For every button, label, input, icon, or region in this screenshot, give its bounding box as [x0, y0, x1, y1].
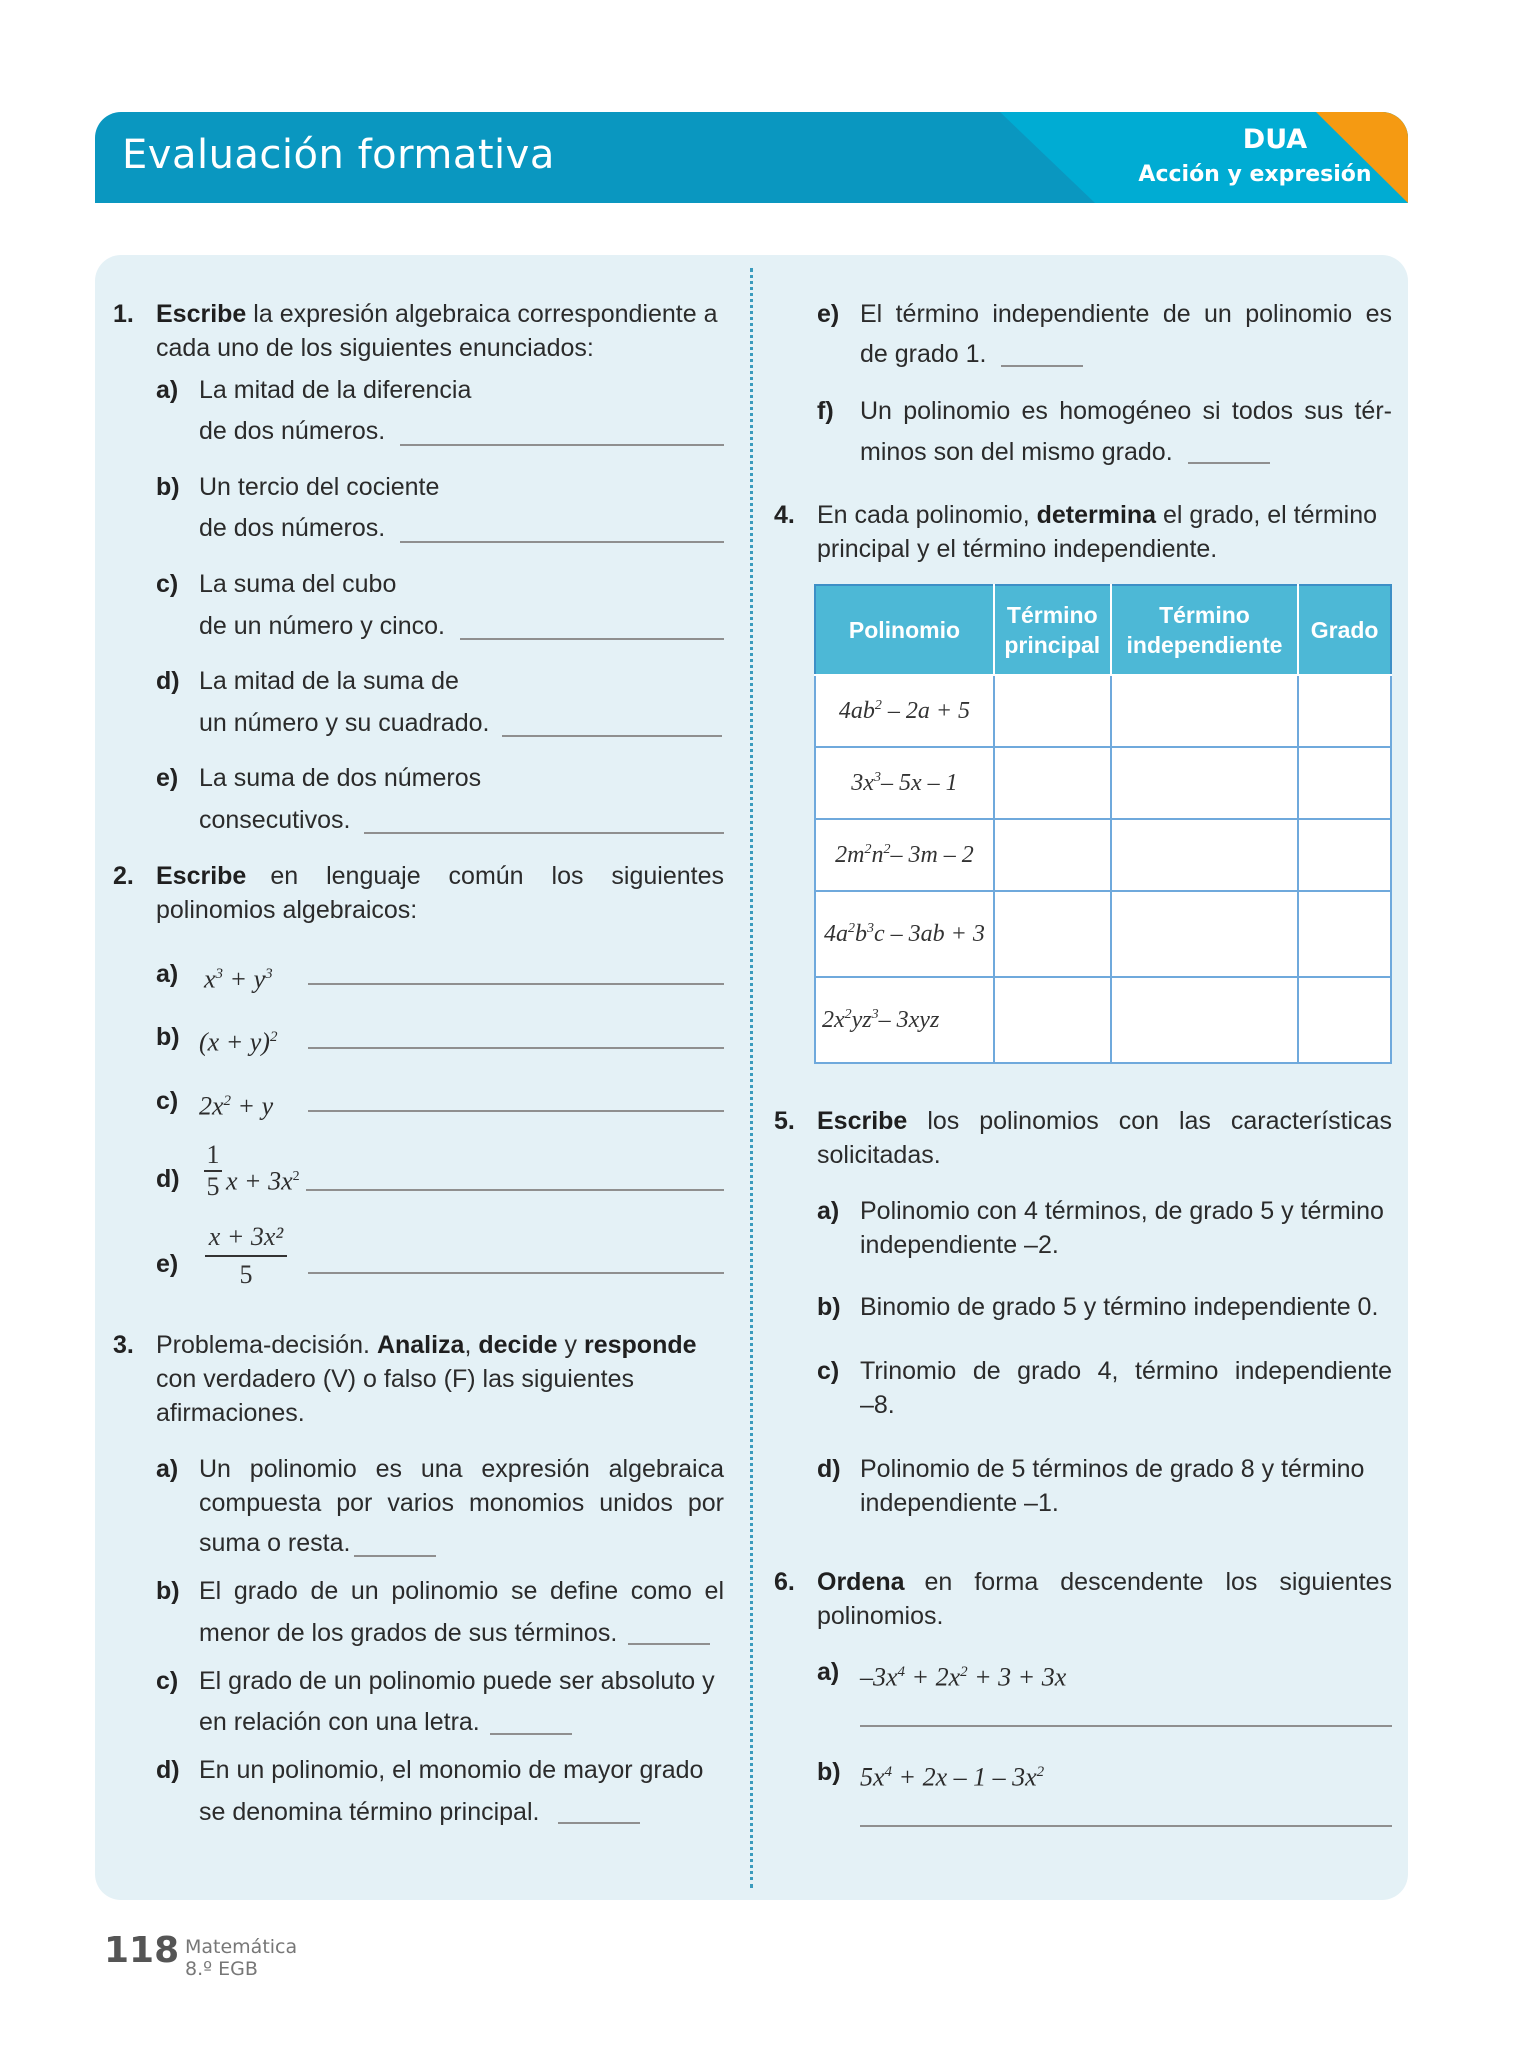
item-label: a) [156, 1455, 179, 1483]
item-label: d) [156, 667, 180, 695]
polynomial-expression: $(x + y)^2$ [199, 1027, 278, 1057]
prompt-intro: Problema-decisión. [156, 1331, 377, 1359]
polynomial-cell: $2x^2yz^3-$ 3xyz [815, 977, 994, 1063]
polynomial-expression: $2x^2 + y$ [199, 1091, 274, 1121]
answer-line-6a[interactable] [860, 1725, 1392, 1727]
polynomial-cell: $4ab^2 - 2a + 5$ [815, 675, 994, 747]
item-text: Binomio de grado 5 y término independiente 0. [860, 1293, 1379, 1321]
item-label: c) [817, 1357, 840, 1385]
item-text: de grado 1. [860, 340, 987, 368]
polynomial-cell: $2m^2n^2-$ 3m – 2 [815, 819, 994, 891]
expr-text: x + 3x [226, 1166, 293, 1196]
prompt-separator: y [557, 1331, 584, 1359]
independent-term-cell[interactable] [1111, 819, 1299, 891]
item-text: de un número y cinco. [199, 612, 445, 640]
item-label: a) [156, 376, 179, 404]
principal-term-cell[interactable] [994, 747, 1111, 819]
answer-blank-3d[interactable] [558, 1822, 640, 1824]
prompt-text: los polinomios con las características [927, 1107, 1392, 1135]
item-label: b) [156, 1023, 180, 1051]
prompt-text: el grado, el término [1156, 501, 1378, 529]
prompt-text: la expresión algebraica correspondiente a [246, 300, 718, 328]
table-row [815, 675, 1391, 747]
item-text: compuesta por varios monomios unidos por [199, 1489, 724, 1517]
item-text: El grado de un polinomio puede ser absoluto y [199, 1667, 715, 1695]
item-label: b) [817, 1758, 841, 1786]
fraction [204, 1140, 222, 1202]
table-row [815, 819, 1391, 891]
degree-cell[interactable] [1298, 675, 1391, 747]
prompt-verb: determina [1036, 501, 1157, 529]
table-row [815, 977, 1391, 1063]
prompt-verb: Analiza [376, 1331, 465, 1359]
dua-badge-title: DUA [1242, 124, 1308, 155]
degree-cell[interactable] [1298, 819, 1391, 891]
prompt-verb: decide [478, 1331, 558, 1359]
item-label: e) [156, 1250, 179, 1278]
prompt-text: en forma descendente los siguientes [924, 1568, 1392, 1596]
item-label: e) [156, 764, 179, 792]
question-prompt [156, 297, 717, 331]
prompt-text-line2: cada uno de los siguientes enunciados: [156, 334, 594, 362]
principal-term-cell[interactable] [994, 891, 1111, 977]
item-label: d) [156, 1165, 180, 1193]
answer-line-2c[interactable] [308, 1110, 724, 1112]
answer-line-1a[interactable] [400, 444, 724, 446]
degree-cell[interactable] [1298, 977, 1391, 1063]
prompt-text: en lenguaje común los siguientes [270, 862, 724, 890]
answer-line-6b[interactable] [860, 1825, 1392, 1827]
fraction-denominator: 5 [206, 1172, 220, 1201]
answer-blank-3f[interactable] [1188, 462, 1270, 464]
answer-blank-3c[interactable] [490, 1733, 572, 1735]
item-text: Trinomio de grado 4, término independiente [860, 1357, 1392, 1385]
item-text: Un polinomio es una expresión algebraica [199, 1455, 724, 1483]
item-label: a) [817, 1197, 840, 1225]
item-text: de dos números. [199, 417, 386, 445]
fraction-bar [205, 1255, 287, 1257]
item-label: b) [817, 1293, 841, 1321]
item-text: En un polinomio, el monomio de mayor grado [199, 1756, 704, 1784]
question-number: 1. [113, 300, 134, 328]
prompt-text-line2: polinomios. [817, 1602, 944, 1630]
polynomial-expression: $-3x^4 + 2x^2 + 3 + 3x$ [860, 1662, 1067, 1692]
principal-term-cell[interactable] [994, 675, 1111, 747]
principal-term-cell[interactable] [994, 819, 1111, 891]
question-prompt [817, 498, 1377, 532]
table-header-row [815, 585, 1391, 675]
item-text: Un tercio del cociente [199, 473, 440, 501]
question-number: 2. [113, 862, 134, 890]
question-number: 5. [774, 1107, 795, 1135]
answer-line-2e[interactable] [308, 1272, 724, 1274]
item-label: a) [817, 1658, 840, 1686]
prompt-verb: responde [583, 1331, 697, 1359]
item-label: b) [156, 1577, 180, 1605]
polynomial-table [814, 584, 1392, 1064]
item-text: menor de los grados de sus términos. [199, 1619, 618, 1647]
independent-term-cell[interactable] [1111, 891, 1299, 977]
prompt-verb: Ordena [817, 1568, 905, 1596]
answer-line-1d[interactable] [502, 735, 722, 737]
item-text: Polinomio de 5 términos de grado 8 y término [860, 1455, 1365, 1483]
grade-label: 8.º EGB [185, 1958, 258, 1980]
question-prompt [817, 1565, 1392, 1599]
dua-badge-subtitle: Acción y expresión [1138, 162, 1372, 187]
prompt-text-line2: con verdadero (V) o falso (F) las siguientes [156, 1365, 634, 1393]
independent-term-cell[interactable] [1111, 747, 1299, 819]
column-header-polinomio: Polinomio [815, 585, 994, 675]
column-header-termino-independiente: Término independiente [1111, 585, 1299, 675]
independent-term-cell[interactable] [1111, 675, 1299, 747]
fraction-denominator: 5 [239, 1260, 253, 1289]
item-label: a) [156, 960, 179, 988]
column-divider [750, 268, 753, 1888]
answer-line-2d[interactable] [306, 1189, 724, 1191]
item-text: de dos números. [199, 514, 386, 542]
prompt-text: En cada polinomio, [817, 501, 1037, 529]
degree-cell[interactable] [1298, 891, 1391, 977]
fraction-numerator: 1 [206, 1140, 220, 1169]
answer-blank-3e[interactable] [1001, 365, 1083, 367]
question-prompt [817, 1104, 1392, 1138]
degree-cell[interactable] [1298, 747, 1391, 819]
question-number: 3. [113, 1331, 134, 1359]
item-text: El grado de un polinomio se define como el [199, 1577, 724, 1605]
item-text: Un polinomio es homogéneo si todos sus tér- [860, 397, 1392, 425]
answer-line-2b[interactable] [308, 1047, 724, 1049]
prompt-separator: , [464, 1331, 479, 1359]
item-label: d) [156, 1756, 180, 1784]
item-text: se denomina término principal. [199, 1798, 540, 1826]
polynomial-cell: $3x^3-$ 5x – 1 [815, 747, 994, 819]
fraction-numerator: x + 3x² [208, 1222, 284, 1251]
question-number: 6. [774, 1568, 795, 1596]
prompt-verb: Escribe [817, 1107, 908, 1135]
exponent: 2 [292, 1169, 300, 1184]
prompt-verb: Escribe [156, 862, 247, 890]
item-label: f) [817, 397, 834, 425]
table-row [815, 891, 1391, 977]
polynomial-expression: $5x^4 + 2x - 1 - 3x^2$ [860, 1762, 1045, 1792]
item-text: La suma de dos números [199, 764, 482, 792]
prompt-text-line2: polinomios algebraicos: [156, 896, 418, 924]
item-text: minos son del mismo grado. [860, 438, 1173, 466]
polynomial-expression [226, 1160, 300, 1199]
item-label: d) [817, 1455, 841, 1483]
answer-blank-3a[interactable] [354, 1555, 436, 1557]
fraction [205, 1222, 287, 1290]
item-text: independiente –2. [860, 1231, 1059, 1259]
subject-label: Matemática [185, 1936, 298, 1958]
item-text: un número y su cuadrado. [199, 709, 490, 737]
prompt-text-line2: solicitadas. [817, 1141, 941, 1169]
column-header-grado: Grado [1298, 585, 1391, 675]
item-text: La suma del cubo [199, 570, 397, 598]
question-prompt [156, 859, 724, 893]
item-label: c) [156, 1087, 179, 1115]
item-text: –8. [860, 1391, 895, 1419]
item-label: c) [156, 1667, 179, 1695]
item-text: suma o resta. [199, 1529, 351, 1557]
page-number: 118 [104, 1930, 180, 1971]
item-text: consecutivos. [199, 806, 351, 834]
prompt-text-line3: afirmaciones. [156, 1399, 305, 1427]
table-row [815, 747, 1391, 819]
polynomial-cell: $4a^2b^3c - 3ab + 3$ [815, 891, 994, 977]
answer-line-1e[interactable] [364, 832, 724, 834]
answer-blank-3b[interactable] [628, 1643, 710, 1645]
item-label: e) [817, 300, 840, 328]
question-number: 4. [774, 501, 795, 529]
item-text: El término independiente de un polinomio es [860, 300, 1392, 328]
item-label: c) [156, 570, 179, 598]
answer-line-1c[interactable] [460, 638, 724, 640]
section-title: Evaluación formativa [122, 132, 555, 178]
section-banner [95, 112, 1408, 203]
item-text: La mitad de la diferencia [199, 376, 472, 404]
item-text: independiente –1. [860, 1489, 1059, 1517]
prompt-text-line2: principal y el término independiente. [817, 535, 1218, 563]
prompt-verb: Escribe [156, 300, 247, 328]
principal-term-cell[interactable] [994, 977, 1111, 1063]
polynomial-expression: $x^3 + y^3$ [204, 964, 273, 994]
column-header-termino-principal: Término principal [994, 585, 1111, 675]
answer-line-2a[interactable] [308, 983, 724, 985]
answer-line-1b[interactable] [400, 541, 724, 543]
independent-term-cell[interactable] [1111, 977, 1299, 1063]
item-text: Polinomio con 4 términos, de grado 5 y término [860, 1197, 1384, 1225]
question-prompt [156, 1328, 697, 1362]
item-text: en relación con una letra. [199, 1708, 480, 1736]
item-text: La mitad de la suma de [199, 667, 459, 695]
item-label: b) [156, 473, 180, 501]
